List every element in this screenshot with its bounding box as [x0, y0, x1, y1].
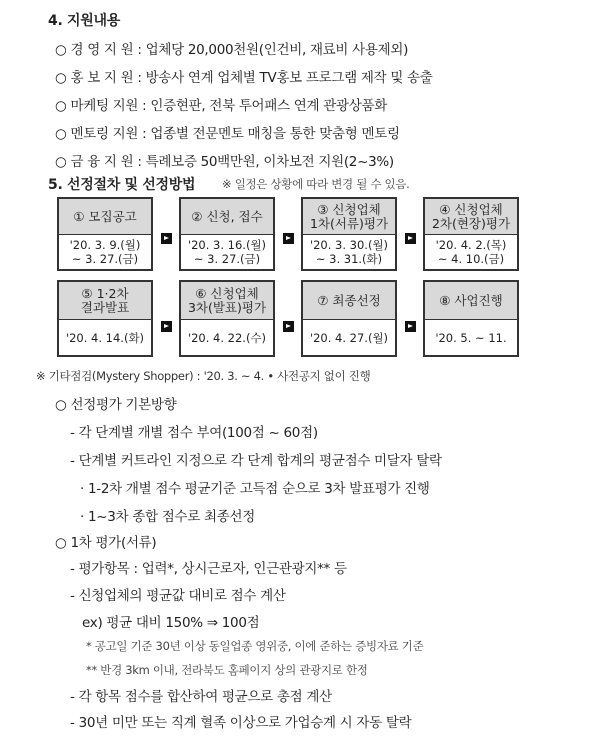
support-item: ○ 금 융 지 원 : 특례보증 50백만원, 이차보전 지원(2~3%) — [55, 154, 394, 170]
first-item: - 30년 미만 또는 직계 혈족 이상으로 가업승계 시 자동 탈락 — [70, 715, 412, 731]
process-step — [179, 197, 275, 271]
first-item: - 신청업체의 평균값 대비로 점수 계산 — [70, 588, 286, 604]
basic-title: ○ 선정평가 기본방향 — [55, 397, 177, 413]
footnote: * 공고일 기준 30년 이상 동일업종 영위중, 이에 준하는 증빙자료 기준 — [86, 639, 424, 653]
first-eval-title: ○ 1차 평가(서류) — [55, 535, 157, 551]
section5-title: 5. 선정절차 및 선정방법 — [48, 177, 196, 193]
first-item: - 각 항목 점수를 합산하여 평균으로 총점 계산 — [70, 689, 332, 705]
support-item: ○ 멘토링 지원 : 업종별 전문멘토 매칭을 통한 맞춤형 멘토링 — [55, 126, 400, 142]
step-title: ⑧ 사업진행 — [425, 282, 517, 320]
support-item: ○ 홍 보 지 원 : 방송사 연계 업체별 TV홍보 프로그램 제작 및 송출 — [55, 70, 433, 86]
step-title: ④ 신청업체 2차(현장)평가 — [425, 199, 517, 235]
step-title: ⑦ 최종선정 — [303, 282, 395, 320]
first-item: ex) 평균 대비 150% ⇒ 100점 — [82, 615, 260, 631]
section4-title: 4. 지원내용 — [48, 13, 120, 29]
step-date: '20. 4. 14.(화) — [65, 330, 145, 345]
step-date: '20. 5. ~ 11. — [435, 330, 507, 345]
arrow-right-icon — [161, 321, 172, 332]
process-step — [57, 197, 153, 271]
arrow-right-icon — [405, 321, 416, 332]
basic-item: - 각 단계별 개별 점수 부여(100점 ~ 60점) — [70, 425, 318, 441]
step-date: '20. 4. 22.(수) — [187, 330, 267, 345]
arrow-right-icon — [283, 321, 294, 332]
process-step — [301, 280, 397, 357]
arrow-right-icon — [405, 233, 416, 244]
step-date: '20. 4. 2.(목) ~ 4. 10.(금) — [435, 238, 507, 266]
process-step — [57, 280, 153, 357]
support-item: ○ 마케팅 지원 : 인증현판, 전북 투어패스 연계 관광상품화 — [55, 98, 387, 114]
basic-item: · 1-2차 개별 점수 평균기준 고득점 순으로 3차 발표평가 진행 — [80, 481, 430, 497]
process-step — [423, 197, 519, 271]
step-title: ⑤ 1·2차 결과발표 — [59, 282, 151, 320]
step-date: '20. 3. 30.(월) ~ 3. 31.(화) — [309, 238, 389, 266]
schedule-note: ※ 일정은 상황에 따라 변경 될 수 있음. — [222, 177, 410, 191]
step-title: ③ 신청업체 1차(서류)평가 — [303, 199, 395, 235]
process-step — [179, 280, 275, 357]
step-title: ② 신청, 접수 — [181, 199, 273, 235]
arrow-right-icon — [283, 233, 294, 244]
arrow-right-icon — [161, 233, 172, 244]
basic-item: · 1~3차 종합 점수로 최종선정 — [80, 509, 255, 525]
step-date: '20. 3. 16.(월) ~ 3. 27.(금) — [187, 238, 267, 266]
step-title: ① 모집공고 — [59, 199, 151, 235]
etc-note: ※ 기타점검(Mystery Shopper) : '20. 3. ~ 4. • 사전공지 없이 진행 — [36, 369, 371, 383]
process-step — [423, 280, 519, 357]
process-step — [301, 197, 397, 271]
step-date: '20. 3. 9.(월) ~ 3. 27.(금) — [69, 238, 141, 266]
step-date: '20. 4. 27.(월) — [309, 330, 389, 345]
footnote: ** 반경 3km 이내, 전라북도 홈페이지 상의 관광지로 한정 — [86, 663, 368, 677]
support-item: ○ 경 영 지 원 : 업체당 20,000천원(인건비, 재료비 사용제외) — [55, 42, 409, 58]
basic-item: - 단계별 커트라인 지정으로 각 단계 합계의 평균점수 미달자 탈락 — [70, 453, 442, 469]
first-item: - 평가항목 : 업력*, 상시근로자, 인근관광지** 등 — [70, 561, 347, 577]
step-title: ⑥ 신청업체 3차(발표)평가 — [181, 282, 273, 320]
